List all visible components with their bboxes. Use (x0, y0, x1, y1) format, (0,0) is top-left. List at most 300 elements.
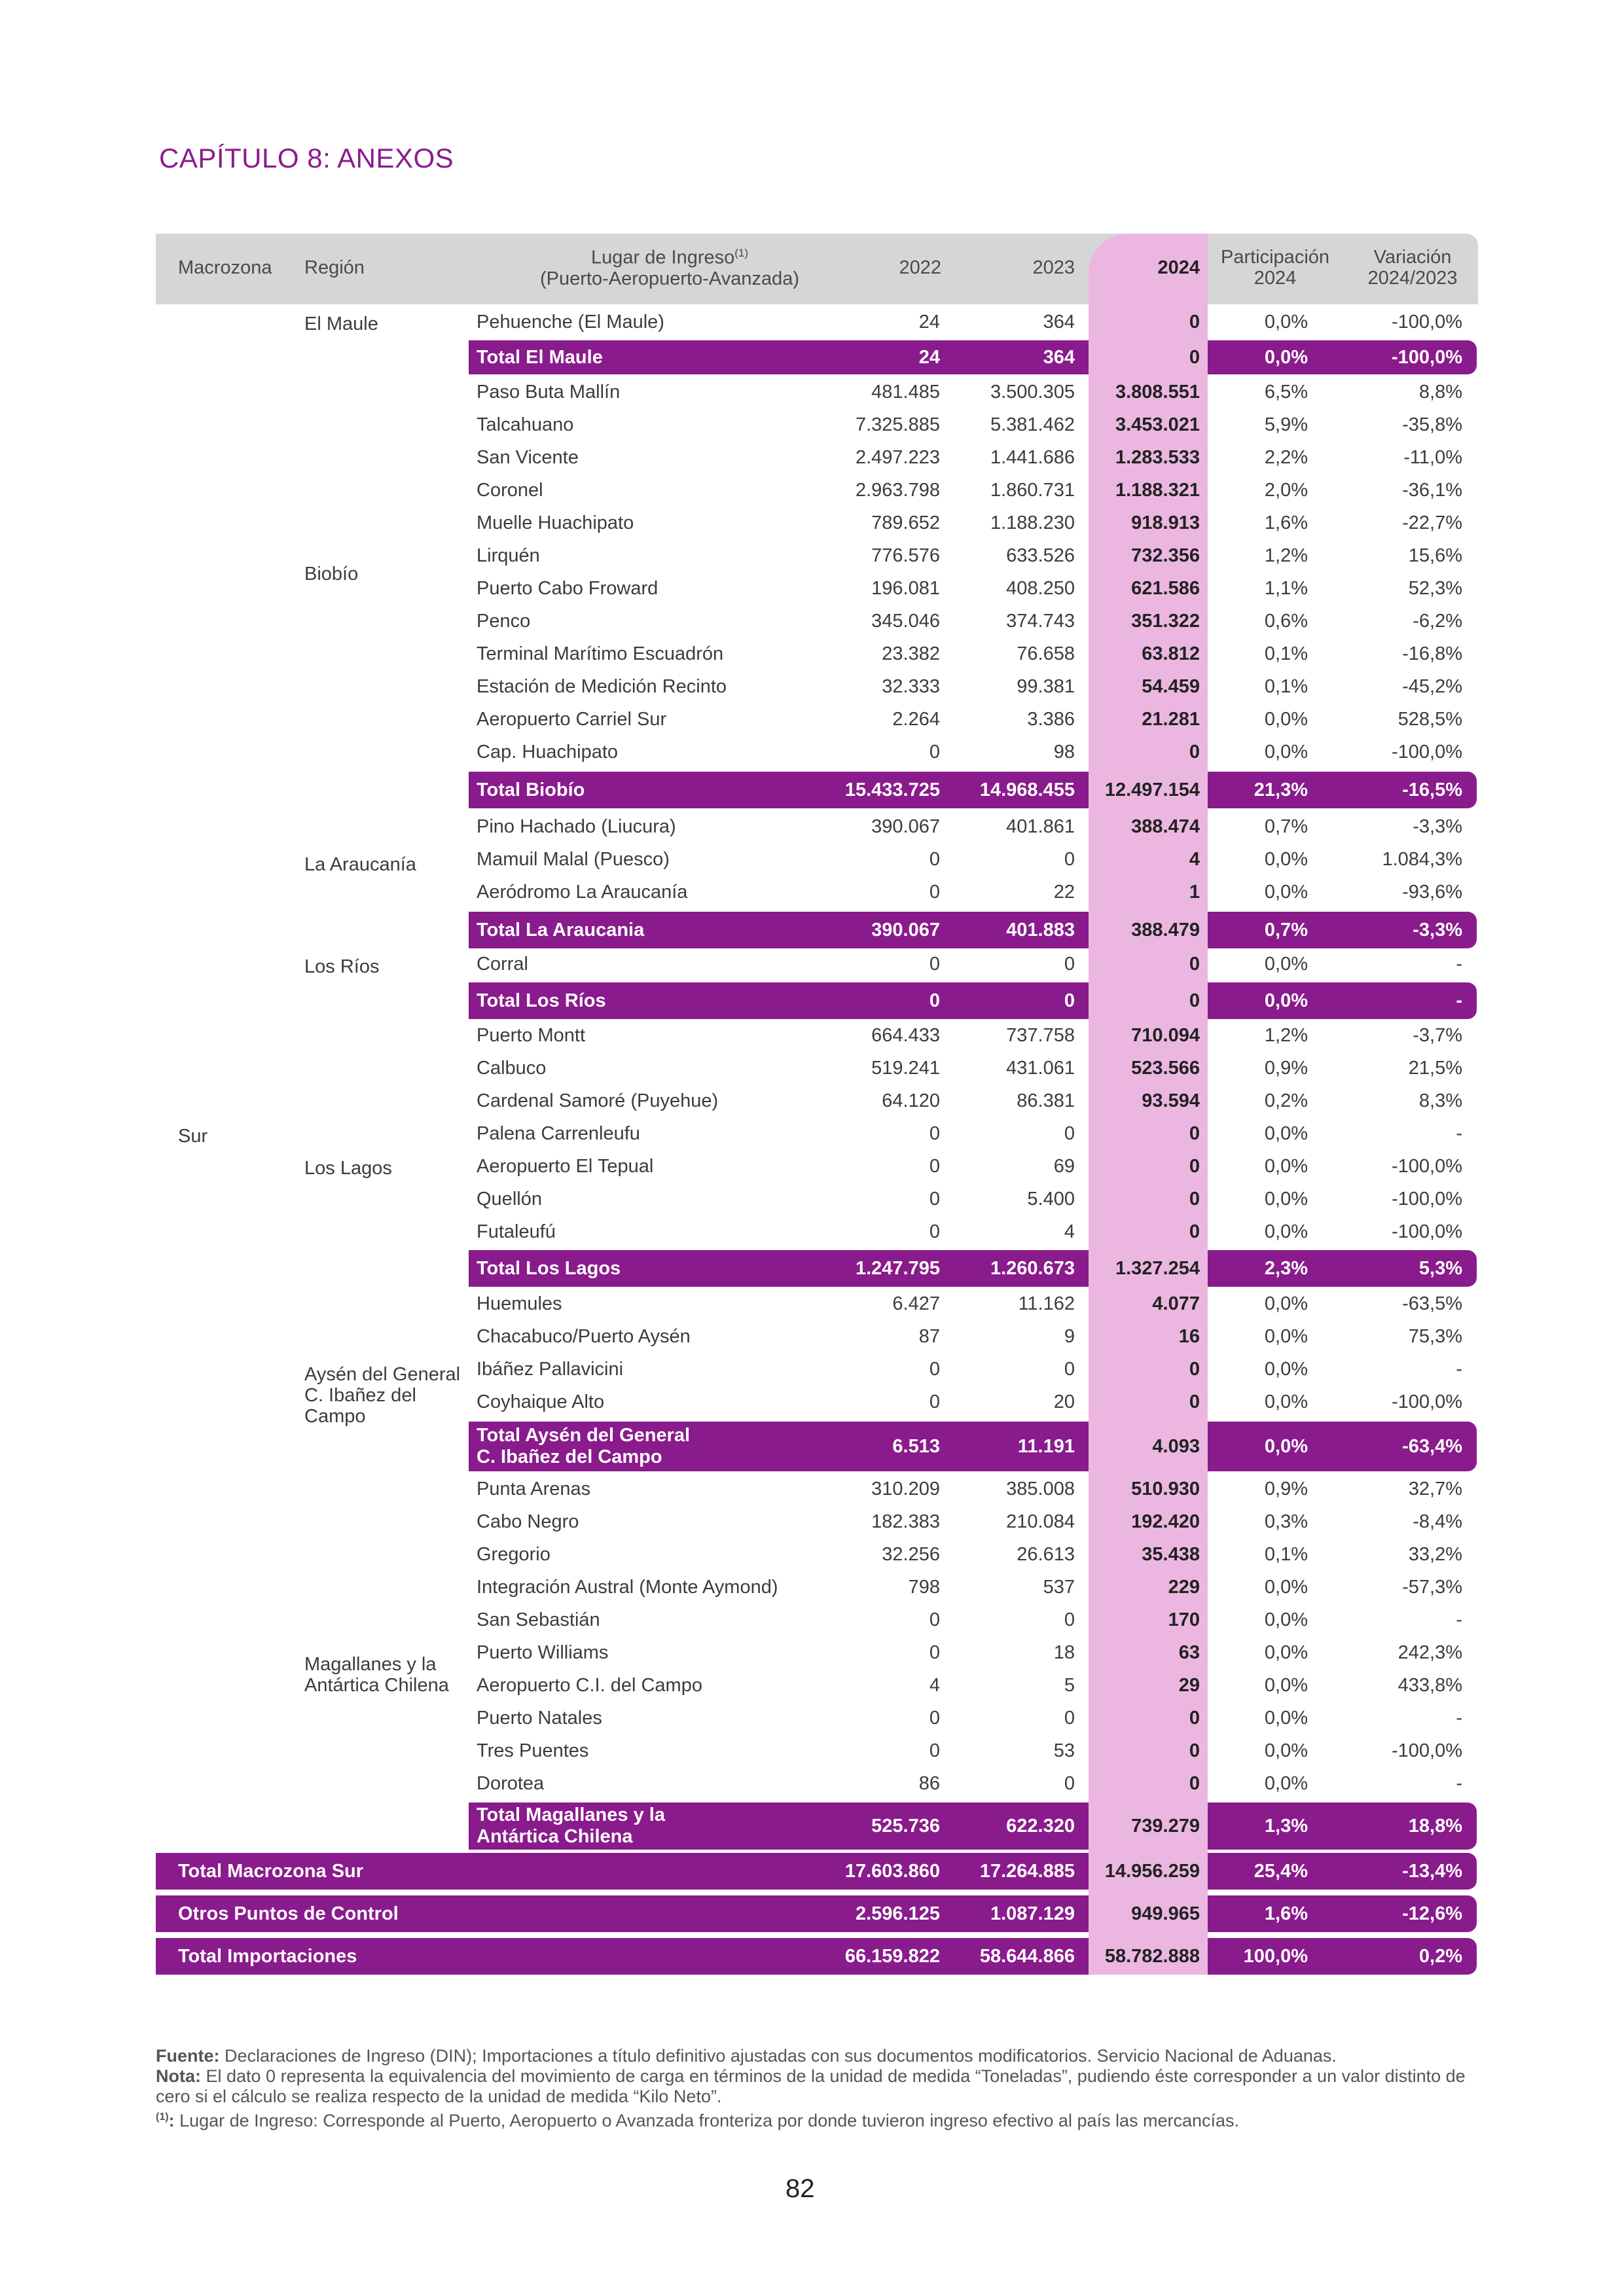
cell-lugar: Calbuco (477, 1058, 547, 1079)
cell-y2023: 3.386 (1027, 709, 1075, 730)
cell-part: 0,0% (1264, 742, 1308, 762)
cell-y2023: 3.500.305 (990, 382, 1075, 403)
cell-y2022: 390.067 (871, 920, 940, 941)
cell-part: 0,2% (1264, 1090, 1308, 1111)
cell-lugar: Paso Buta Mallín (477, 382, 621, 403)
cell-var: 5,3% (1418, 1258, 1462, 1279)
cell-lugar: Corral (477, 954, 528, 975)
cell-y2023: 210.084 (1006, 1511, 1075, 1532)
table-row (156, 1320, 1477, 1353)
cell-part: 1,3% (1264, 1816, 1308, 1837)
cell-lugar: Futaleufú (477, 1221, 556, 1242)
cell-var: -13,4% (1402, 1861, 1462, 1882)
cell-lugar: Pino Hachado (Liucura) (477, 816, 676, 837)
cell-2024: 739.279 (1089, 1803, 1208, 1850)
cell-y2022: 310.209 (871, 1479, 940, 1499)
cell-y2022: 0 (929, 1156, 940, 1177)
cell-y2023: 431.061 (1006, 1058, 1075, 1079)
imports-table (156, 234, 1478, 2027)
cell-y2023: 0 (1064, 849, 1075, 870)
cell-var: -8,4% (1413, 1511, 1462, 1532)
cell-2024: 0 (1189, 742, 1200, 762)
cell-y2023: 1.087.129 (990, 1903, 1075, 1924)
cell-y2022: 789.652 (871, 512, 940, 533)
cell-part: 100,0% (1243, 1946, 1308, 1967)
cell-y2022: 0 (929, 1221, 940, 1242)
cell-y2022: 86 (918, 1773, 940, 1794)
cell-part: 0,0% (1264, 1359, 1308, 1380)
cell-y2022: 0 (929, 954, 940, 975)
cell-y2023: 18 (1053, 1642, 1075, 1663)
cell-y2023: 537 (1043, 1577, 1075, 1598)
region-label-biobio: Biobío (304, 564, 359, 584)
cell-part: 0,0% (1264, 1577, 1308, 1598)
cell-part: 0,0% (1264, 1642, 1308, 1663)
cell-var: -22,7% (1402, 512, 1462, 533)
grand-total-row (156, 1853, 1477, 1890)
cell-2024: 0 (1189, 312, 1200, 332)
cell-y2023: 408.250 (1006, 578, 1075, 599)
cell-y2023: 86.381 (1017, 1090, 1075, 1111)
table-row (156, 1019, 1477, 1052)
cell-var: -3,7% (1413, 1025, 1462, 1046)
cell-lugar: Ibáñez Pallavicini (477, 1359, 624, 1380)
header-participacion-2: 2024 (1254, 268, 1297, 289)
cell-y2022: 0 (929, 990, 940, 1011)
cell-y2023: 98 (1053, 742, 1075, 762)
cell-lugar: Coronel (477, 480, 543, 501)
cell-lugar: Penco (477, 611, 531, 632)
cell-lugar: Total Los Lagos (477, 1258, 621, 1279)
cell-2024: 0 (1089, 982, 1208, 1019)
cell-y2023: 58.644.866 (979, 1946, 1075, 1967)
cell-part: 1,1% (1264, 578, 1308, 599)
table-row (156, 1287, 1477, 1320)
cell-var: -16,5% (1402, 780, 1462, 800)
cell-2024: 1 (1189, 882, 1200, 903)
cell-y2022: 4 (929, 1675, 940, 1696)
cell-lugar: Puerto Natales (477, 1708, 602, 1729)
cell-var: - (1456, 1609, 1462, 1630)
region-label-rios: Los Ríos (304, 956, 380, 977)
cell-lugar: Puerto Montt (477, 1025, 586, 1046)
cell-y2022: 23.382 (882, 643, 940, 664)
cell-y2023: 20 (1053, 1391, 1075, 1412)
table-row (156, 876, 1477, 908)
cell-y2023: 5 (1064, 1675, 1075, 1696)
cell-var: - (1456, 1708, 1462, 1729)
chapter-title: CAPÍTULO 8: ANEXOS (159, 143, 454, 173)
header-participacion-1: Participación (1220, 247, 1330, 268)
cell-2024: 351.322 (1131, 611, 1200, 632)
cell-var: 1.084,3% (1382, 849, 1462, 870)
cell-y2023: 5.400 (1027, 1189, 1075, 1210)
cell-lugar: Cap. Huachipato (477, 742, 619, 762)
cell-y2023: 0 (1064, 1123, 1075, 1144)
cell-2024: 192.420 (1131, 1511, 1200, 1532)
cell-y2023: 401.861 (1006, 816, 1075, 837)
cell-part: 0,0% (1264, 1293, 1308, 1314)
cell-y2023: 14.968.455 (979, 780, 1075, 800)
cell-lugar-line2: C. Ibañez del Campo (477, 1446, 662, 1467)
cell-lugar: Otros Puntos de Control (178, 1903, 399, 1924)
cell-y2022: 196.081 (871, 578, 940, 599)
cell-y2022: 525.736 (871, 1816, 940, 1837)
cell-part: 2,2% (1264, 447, 1308, 468)
cell-part: 0,9% (1264, 1058, 1308, 1079)
cell-y2022: 390.067 (871, 816, 940, 837)
cell-2024: 388.474 (1131, 816, 1200, 837)
cell-lugar: Tres Puentes (477, 1740, 589, 1761)
cell-var: -63,5% (1402, 1293, 1462, 1314)
cell-lugar: Total El Maule (477, 347, 603, 368)
cell-y2023: 26.613 (1017, 1544, 1075, 1565)
cell-y2022: 66.159.822 (844, 1946, 940, 1967)
cell-y2023: 1.260.673 (990, 1258, 1075, 1279)
cell-2024: 54.459 (1142, 676, 1200, 697)
cell-y2023: 0 (1064, 1359, 1075, 1380)
cell-y2022: 0 (929, 1740, 940, 1761)
cell-y2022: 17.603.860 (844, 1861, 940, 1882)
table-row (156, 1117, 1477, 1150)
cell-var: -100,0% (1391, 1740, 1462, 1761)
cell-lugar: Puerto Williams (477, 1642, 609, 1663)
cell-lugar: San Vicente (477, 447, 579, 468)
cell-y2022: 6.427 (892, 1293, 940, 1314)
cell-var: - (1456, 1773, 1462, 1794)
cell-part: 0,0% (1264, 1436, 1308, 1457)
cell-2024: 0 (1189, 1189, 1200, 1210)
cell-y2022: 2.497.223 (855, 447, 940, 468)
cell-y2022: 0 (929, 1609, 940, 1630)
cell-2024: 12.497.154 (1089, 772, 1208, 808)
cell-var: 33,2% (1408, 1544, 1462, 1565)
cell-2024: 0 (1189, 1391, 1200, 1412)
cell-y2022: 64.120 (882, 1090, 940, 1111)
cell-lugar: Total Importaciones (178, 1946, 357, 1967)
cell-var: -100,0% (1391, 312, 1462, 332)
table-row (156, 507, 1477, 539)
page-number: 82 (785, 2174, 815, 2203)
table-row (156, 810, 1477, 843)
cell-var: -100,0% (1391, 1221, 1462, 1242)
cell-2024: 63 (1178, 1642, 1200, 1663)
cell-var: 528,5% (1398, 709, 1462, 730)
table-row (156, 1052, 1477, 1085)
cell-y2023: 4 (1064, 1221, 1075, 1242)
header-region: Región (304, 257, 365, 278)
cell-y2022: 24 (918, 312, 940, 332)
table-row (156, 1604, 1477, 1636)
cell-var: -57,3% (1402, 1577, 1462, 1598)
cell-part: 0,7% (1264, 920, 1308, 941)
region-label-araucania: La Araucanía (304, 854, 416, 875)
cell-var: -93,6% (1402, 882, 1462, 903)
cell-lugar: Integración Austral (Monte Aymond) (477, 1577, 778, 1598)
cell-var: -36,1% (1402, 480, 1462, 501)
cell-y2022: 0 (929, 1708, 940, 1729)
cell-2024: 229 (1168, 1577, 1200, 1598)
table-row (156, 736, 1477, 768)
cell-lugar: Total Los Ríos (477, 990, 606, 1011)
cell-part: 0,0% (1264, 1708, 1308, 1729)
cell-2024: 0 (1189, 1740, 1200, 1761)
table-row (156, 408, 1477, 441)
cell-lugar (477, 1804, 771, 1848)
cell-2024: 170 (1168, 1609, 1200, 1630)
cell-lugar: San Sebastián (477, 1609, 600, 1630)
cell-2024: 58.782.888 (1089, 1938, 1208, 1975)
cell-2024: 732.356 (1131, 545, 1200, 566)
cell-y2022: 32.333 (882, 676, 940, 697)
cell-part: 0,1% (1264, 1544, 1308, 1565)
cell-lugar: Punta Arenas (477, 1479, 591, 1499)
cell-2024: 0 (1189, 1359, 1200, 1380)
cell-y2022: 87 (918, 1326, 940, 1347)
cell-y2022: 0 (929, 1189, 940, 1210)
table-row (156, 441, 1477, 474)
cell-var: -100,0% (1391, 1156, 1462, 1177)
cell-2024: 16 (1178, 1326, 1200, 1347)
cell-part: 0,9% (1264, 1479, 1308, 1499)
cell-y2023: 11.162 (1018, 1293, 1075, 1314)
header-2024: 2024 (1157, 257, 1200, 278)
region-label-aysen-3: Campo (304, 1406, 366, 1427)
cell-lugar: Aeropuerto C.I. del Campo (477, 1675, 702, 1696)
cell-lugar: Quellón (477, 1189, 542, 1210)
cell-y2022: 0 (929, 1391, 940, 1412)
cell-var: -3,3% (1413, 920, 1462, 941)
cell-y2023: 0 (1064, 990, 1075, 1011)
cell-part: 5,9% (1264, 414, 1308, 435)
region-label-aysen-2: C. Ibañez del (304, 1385, 416, 1406)
region-total-row (469, 982, 1477, 1019)
cell-2024: 29 (1178, 1675, 1200, 1696)
cell-lugar: Total Macrozona Sur (178, 1861, 364, 1882)
cell-part: 0,0% (1264, 1391, 1308, 1412)
region-total-row (469, 1803, 1477, 1850)
cell-2024: 0 (1089, 340, 1208, 374)
cell-2024: 21.281 (1142, 709, 1200, 730)
cell-var: 18,8% (1408, 1816, 1462, 1837)
cell-2024: 35.438 (1142, 1544, 1200, 1565)
region-total-row (469, 1422, 1477, 1471)
region-total-row (469, 772, 1477, 808)
cell-lugar: Estación de Medición Recinto (477, 676, 727, 697)
cell-lugar: Coyhaique Alto (477, 1391, 605, 1412)
cell-y2022: 0 (929, 1359, 940, 1380)
cell-lugar-line1: Total Aysén del General (477, 1425, 691, 1446)
cell-lugar: Muelle Huachipato (477, 512, 634, 533)
cell-var: -100,0% (1391, 742, 1462, 762)
cell-y2022: 0 (929, 742, 940, 762)
cell-y2022: 32.256 (882, 1544, 940, 1565)
cell-var: - (1456, 990, 1462, 1011)
cell-var: -35,8% (1402, 414, 1462, 435)
cell-2024: 949.965 (1089, 1895, 1208, 1932)
cell-y2023: 5.381.462 (990, 414, 1075, 435)
cell-y2022: 2.963.798 (855, 480, 940, 501)
cell-lugar: Mamuil Malal (Puesco) (477, 849, 670, 870)
cell-y2022: 519.241 (871, 1058, 940, 1079)
cell-lugar: Cabo Negro (477, 1511, 579, 1532)
table-row (156, 376, 1477, 408)
cell-y2023: 9 (1064, 1326, 1075, 1347)
cell-y2023: 385.008 (1006, 1479, 1075, 1499)
table-row (156, 1538, 1477, 1571)
cell-lugar: Total La Araucania (477, 920, 645, 941)
cell-part: 0,0% (1264, 1740, 1308, 1761)
cell-part: 0,0% (1264, 849, 1308, 870)
table-row (156, 605, 1477, 637)
cell-lugar: Cardenal Samoré (Puyehue) (477, 1090, 719, 1111)
cell-y2023: 401.883 (1006, 920, 1075, 941)
cell-2024: 0 (1189, 1221, 1200, 1242)
table-row (156, 1702, 1477, 1734)
table-row (156, 703, 1477, 736)
cell-y2023: 17.264.885 (979, 1861, 1075, 1882)
cell-part: 0,0% (1264, 1773, 1308, 1794)
cell-y2023: 364 (1043, 312, 1075, 332)
cell-lugar: Lirquén (477, 545, 540, 566)
cell-2024: 3.453.021 (1115, 414, 1200, 435)
cell-var: -100,0% (1391, 347, 1462, 368)
cell-lugar: Chacabuco/Puerto Aysén (477, 1326, 691, 1347)
cell-var: 15,6% (1408, 545, 1462, 566)
cell-var: -6,2% (1413, 611, 1462, 632)
cell-y2023: 11.191 (1017, 1436, 1075, 1457)
cell-var: 52,3% (1408, 578, 1462, 599)
cell-var: -16,8% (1402, 643, 1462, 664)
cell-lugar-line1: Total Magallanes y la (477, 1804, 665, 1825)
cell-var: 242,3% (1398, 1642, 1462, 1663)
cell-lugar-line2: Antártica Chilena (477, 1826, 633, 1847)
cell-2024: 0 (1189, 1156, 1200, 1177)
cell-lugar: Total Biobío (477, 780, 585, 800)
header-variacion-2: 2024/2023 (1367, 268, 1458, 289)
region-label-maule: El Maule (304, 314, 378, 334)
cell-var: - (1456, 1123, 1462, 1144)
cell-part: 0,1% (1264, 676, 1308, 697)
cell-part: 2,3% (1264, 1258, 1308, 1279)
cell-var: 32,7% (1408, 1479, 1462, 1499)
cell-var: -12,6% (1402, 1903, 1462, 1924)
cell-2024: 0 (1189, 1708, 1200, 1729)
cell-lugar: Gregorio (477, 1544, 550, 1565)
cell-var: -100,0% (1391, 1189, 1462, 1210)
cell-2024: 0 (1189, 954, 1200, 975)
header-2022: 2022 (899, 257, 941, 278)
cell-y2023: 1.441.686 (990, 447, 1075, 468)
cell-y2023: 622.320 (1006, 1816, 1075, 1837)
footnote-reference: $^{(1)}$: Lugar de Ingreso: Corresponde al Puerto, Aeropuerto o Avanzada fronteriza por donde tuvieron ingreso efectivo al país las mercancías. (156, 2111, 1240, 2130)
cell-part: 1,6% (1264, 1903, 1308, 1924)
cell-y2022: 6.513 (892, 1436, 940, 1457)
cell-part: 6,5% (1264, 382, 1308, 403)
region-total-row (469, 1250, 1477, 1287)
table-row (156, 1215, 1477, 1248)
region-total-row (469, 340, 1477, 374)
region-label-aysen-1: Aysén del General (304, 1364, 461, 1385)
cell-var: -45,2% (1402, 676, 1462, 697)
cell-2024: 510.930 (1131, 1479, 1200, 1499)
cell-2024: 621.586 (1131, 578, 1200, 599)
cell-part: 0,3% (1264, 1511, 1308, 1532)
cell-2024: 63.812 (1142, 643, 1200, 664)
cell-lugar (477, 1425, 771, 1468)
table-row (156, 1734, 1477, 1767)
cell-2024: 4 (1189, 849, 1200, 870)
header-variacion-1: Variación (1373, 247, 1452, 268)
cell-part: 0,0% (1264, 990, 1308, 1011)
cell-y2023: 364 (1043, 347, 1075, 368)
table-footnotes (156, 2046, 1491, 2131)
table-row (156, 1767, 1477, 1800)
macrozona-label: Sur (178, 1126, 208, 1147)
cell-2024: 523.566 (1131, 1058, 1200, 1079)
cell-2024: 93.594 (1142, 1090, 1200, 1111)
cell-part: 1,2% (1264, 1025, 1308, 1046)
cell-y2023: 76.658 (1017, 643, 1075, 664)
cell-part: 0,0% (1264, 1221, 1308, 1242)
cell-y2023: 374.743 (1006, 611, 1075, 632)
cell-part: 0,7% (1264, 816, 1308, 837)
cell-y2022: 2.264 (892, 709, 940, 730)
cell-part: 0,0% (1264, 1609, 1308, 1630)
cell-part: 1,2% (1264, 545, 1308, 566)
cell-lugar: Terminal Marítimo Escuadrón (477, 643, 724, 664)
cell-2024: 14.956.259 (1089, 1853, 1208, 1890)
cell-part: 0,0% (1264, 954, 1308, 975)
cell-var: 8,8% (1418, 382, 1462, 403)
cell-2024: 1.283.533 (1115, 447, 1200, 468)
cell-part: 1,6% (1264, 512, 1308, 533)
region-label-magallanes-2: Antártica Chilena (304, 1675, 449, 1696)
cell-y2022: 2.596.125 (855, 1903, 940, 1924)
header-2023: 2023 (1032, 257, 1075, 278)
grand-total-row (156, 1895, 1477, 1932)
region-label-lagos: Los Lagos (304, 1158, 392, 1179)
cell-y2023: 1.860.731 (990, 480, 1075, 501)
cell-lugar: Aeropuerto Carriel Sur (477, 709, 667, 730)
cell-var: 8,3% (1418, 1090, 1462, 1111)
cell-2024: 4.077 (1152, 1293, 1200, 1314)
cell-y2022: 481.485 (871, 382, 940, 403)
cell-y2022: 0 (929, 1123, 940, 1144)
cell-y2022: 798 (908, 1577, 940, 1598)
cell-var: - (1456, 1359, 1462, 1380)
cell-var: 21,5% (1408, 1058, 1462, 1079)
cell-part: 0,0% (1264, 347, 1308, 368)
cell-var: 0,2% (1418, 1946, 1462, 1967)
cell-y2022: 0 (929, 882, 940, 903)
cell-part: 0,0% (1264, 1326, 1308, 1347)
cell-var: 75,3% (1408, 1326, 1462, 1347)
cell-lugar: Pehuenche (El Maule) (477, 312, 664, 332)
cell-2024: 3.808.551 (1115, 382, 1200, 403)
cell-lugar: Huemules (477, 1293, 562, 1314)
cell-y2022: 182.383 (871, 1511, 940, 1532)
cell-var: 433,8% (1398, 1675, 1462, 1696)
cell-2024: 918.913 (1131, 512, 1200, 533)
cell-y2022: 345.046 (871, 611, 940, 632)
cell-lugar: Puerto Cabo Froward (477, 578, 659, 599)
cell-2024: 1.327.254 (1089, 1250, 1208, 1287)
table-row (156, 474, 1477, 507)
cell-var: - (1456, 954, 1462, 975)
cell-y2022: 15.433.725 (844, 780, 940, 800)
cell-part: 0,0% (1264, 1189, 1308, 1210)
